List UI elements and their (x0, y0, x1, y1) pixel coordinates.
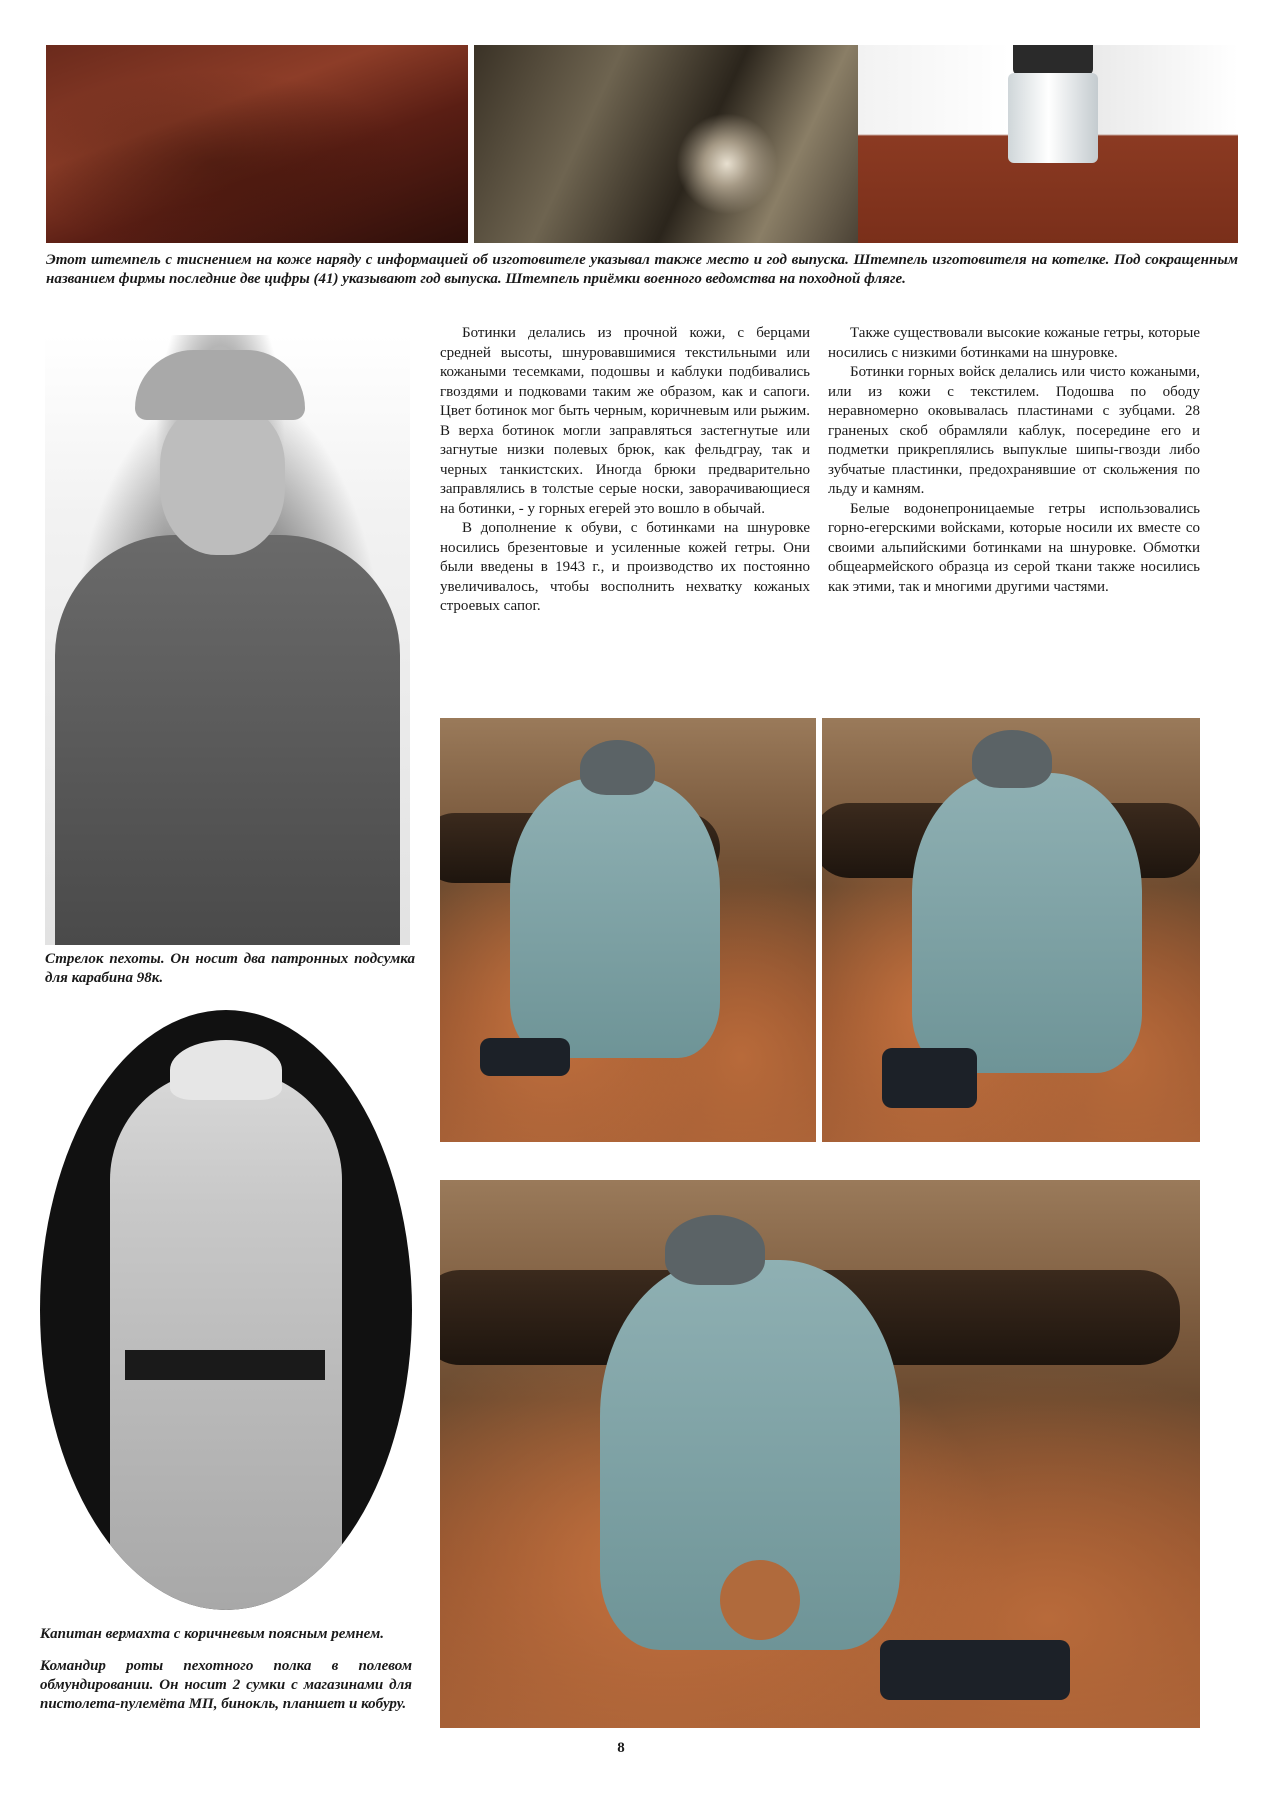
officer-caption-title: Капитан вермахта с коричневым поясным ремнем. (40, 1626, 384, 1642)
paragraph: Также существовали высокие кожаные гетры, которые носились с низкими ботинками на шнуровке. (828, 325, 1200, 361)
text-column-2 (828, 324, 1200, 597)
canteen-cap (1013, 45, 1093, 75)
paragraph: Белые водонепроницаемые гетры использовались горно-егерскими войсками, которые носили их вместе со своими альпийскими ботинками на шнуровке. Обмотки общеармейского образца из серой ткани также носились как этими, так и многими другими частями. (828, 500, 1200, 595)
top-caption: Этот штемпель с тиснением на коже наряду с информацией об изготовителе указывал также место и год выпуска. Штемпель изготовителя на котелке. Под сокращенным названием фирмы последние две цифры (41) указывают год выпуска. Штемпель приёмки военного ведомства на походной фляге. (46, 252, 1238, 287)
soldier-caption: Стрелок пехоты. Он носит два патронных подсумка для карабина 98к. (45, 951, 415, 986)
photo-officer-portrait (40, 1010, 412, 1610)
officer-cap (170, 1040, 282, 1100)
boot (882, 1048, 977, 1108)
photo-canteen-stamp (858, 45, 1238, 243)
officer-belt (125, 1350, 325, 1380)
greatcoat (510, 778, 720, 1058)
photo-mess-kit-stamp (474, 45, 882, 243)
text-column-1 (440, 324, 810, 617)
canteen-bottle (1008, 73, 1098, 163)
helmet (665, 1215, 765, 1285)
officer-caption-body: Командир роты пехотного полка в полевом обмундировании. Он носит 2 сумки с магазинами для пистолета-пулемёта МП, бинокль, планшет и кобуру. (40, 1658, 412, 1712)
canteen (720, 1560, 800, 1640)
page-number: 8 (617, 1740, 625, 1756)
photo-infantry-rifleman (45, 335, 410, 945)
soldier-body (55, 535, 400, 945)
soldier-cap (135, 350, 305, 420)
boot (480, 1038, 570, 1076)
paragraph: Ботинки горных войск делались или чисто кожаными, или из кожи с текстилем. Подошва по ободу неравномерно оковывалась пластинами с зубцами. 28 граненых скоб обрамляли каблук, посередине его и подметки прикреплялись выпуклые шипы-гвозди либо зубчатые пластинки, предохранявшие от скольжения по льду и камням. (828, 364, 1200, 497)
photo-leather-stamp (46, 45, 468, 243)
greatcoat (912, 773, 1142, 1073)
soldier-face (160, 405, 285, 555)
photo-reenactor-aiming (440, 1180, 1200, 1728)
photo-reenactor-kneeling-front (440, 718, 816, 1142)
helmet (580, 740, 655, 795)
photo-reenactor-kneeling-back (822, 718, 1200, 1142)
paragraph: Ботинки делались из прочной кожи, с берцами средней высоты, шнуровавшимися текстильными или кожаными тесемками, подошвы и каблуки подбивались гвоздями и подковами таким же образом, как и сапоги. Цвет ботинок мог быть черным, коричневым или рыжим. В верха ботинок могли заправляться застегнутые или загнутые низки полевых брюк, как фельдграу, так и черных танкистских. Иногда брюки предварительно заправлялись в толстые серые носки, заворачивающиеся на ботинки, - у горных егерей это вошло в обычай. (440, 325, 810, 517)
boot (880, 1640, 1070, 1700)
paragraph: В дополнение к обуви, с ботинками на шнуровке носились брезентовые и усиленные кожей гетры. Они были введены в 1943 г., и производство их постоянно увеличивалось, чтобы восполнить нехватку кожаных строевых сапог. (440, 520, 810, 614)
helmet (972, 730, 1052, 788)
officer-figure (110, 1070, 342, 1610)
